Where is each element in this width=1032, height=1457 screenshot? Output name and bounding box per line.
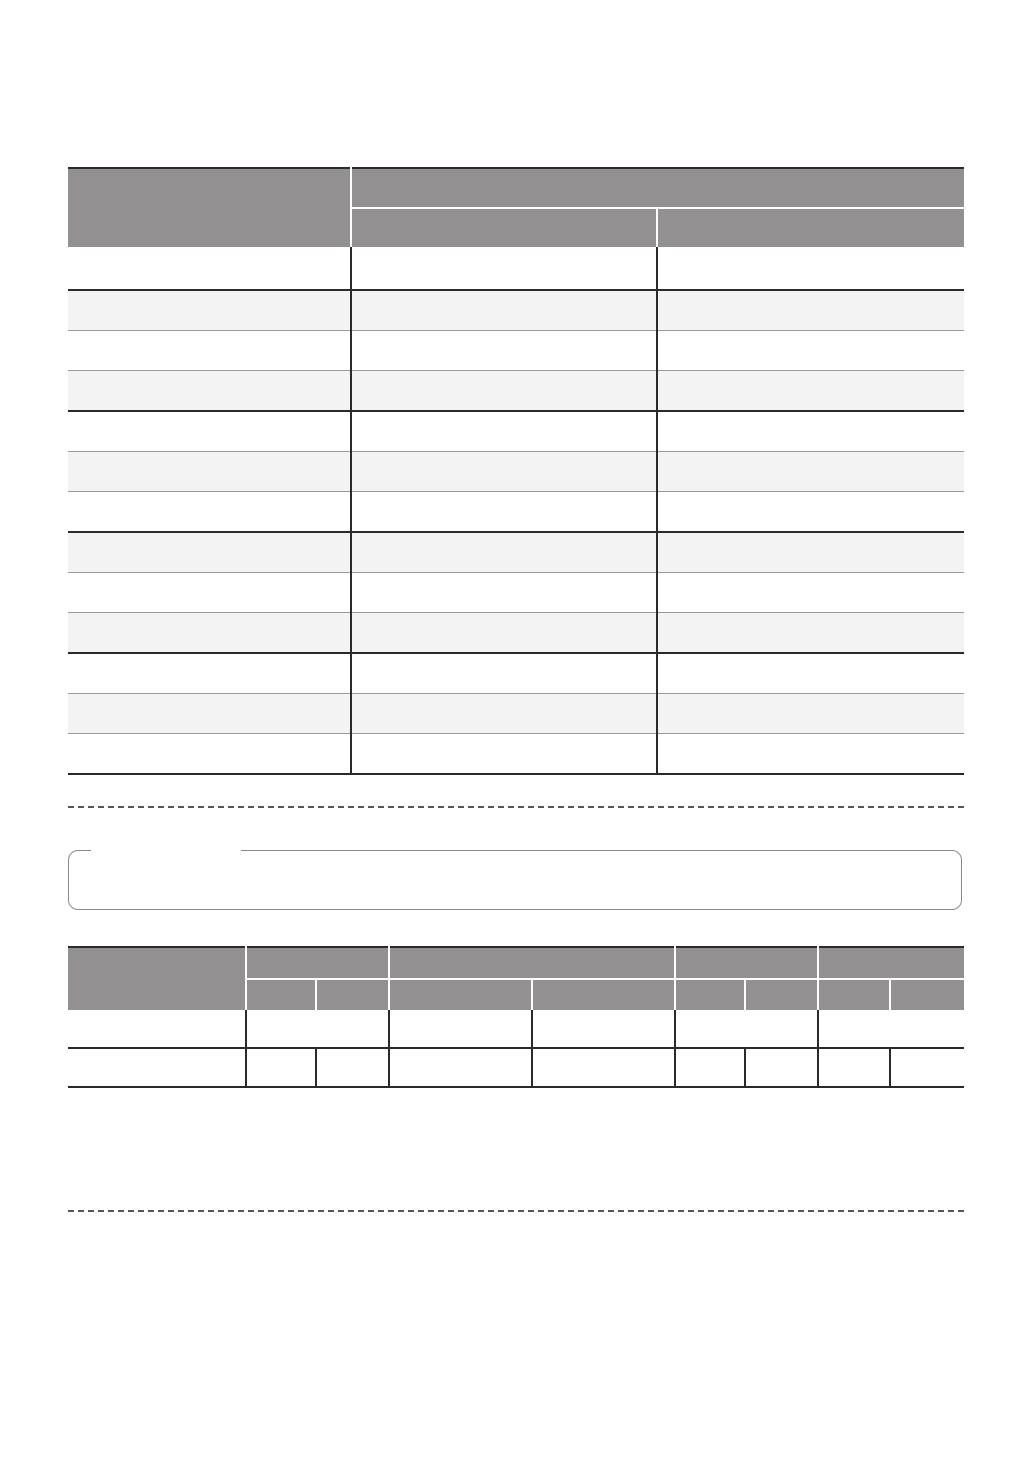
- table-row: [68, 653, 964, 694]
- row-label: [68, 1048, 246, 1087]
- row-header-cell: [68, 168, 351, 247]
- row-label: [68, 492, 351, 533]
- group-header-cell: [675, 947, 818, 979]
- row-value: [890, 1048, 964, 1087]
- section-divider: [68, 806, 964, 808]
- row-value: [532, 1048, 675, 1087]
- row-value: [532, 1010, 675, 1048]
- row-label: [68, 290, 351, 331]
- row-value: [351, 331, 657, 371]
- row-value: [246, 1010, 389, 1048]
- table-row: [68, 452, 964, 492]
- row-value: [316, 1048, 389, 1087]
- row-value: [351, 694, 657, 734]
- row-label: [68, 613, 351, 654]
- row-value: [657, 532, 964, 573]
- table-row: [68, 613, 964, 654]
- row-label: [68, 653, 351, 694]
- sub-header-cell: [675, 979, 745, 1010]
- row-value: [351, 371, 657, 412]
- row-value: [657, 573, 964, 613]
- row-label: [68, 452, 351, 492]
- comparison-table: [68, 946, 964, 1088]
- row-label: [68, 411, 351, 452]
- row-value: [351, 290, 657, 331]
- group-header-cell: [246, 947, 389, 979]
- row-value: [657, 290, 964, 331]
- table-row: [68, 694, 964, 734]
- row-value: [351, 532, 657, 573]
- group-header-cell: [351, 168, 964, 208]
- table-row: [68, 1048, 964, 1087]
- row-value: [657, 452, 964, 492]
- sub-header-cell: [246, 979, 316, 1010]
- sub-header-cell: [745, 979, 818, 1010]
- row-value: [657, 411, 964, 452]
- table-row: [68, 371, 964, 412]
- row-label: [68, 734, 351, 775]
- table-row: [68, 1010, 964, 1048]
- sub-header-cell: [351, 208, 657, 247]
- row-label: [68, 371, 351, 412]
- row-value: [351, 573, 657, 613]
- group-header-cell: [389, 947, 675, 979]
- group-header-cell: [818, 947, 964, 979]
- sub-header-cell: [890, 979, 964, 1010]
- row-value: [657, 613, 964, 654]
- row-value: [657, 734, 964, 775]
- table-row: [68, 331, 964, 371]
- row-value: [351, 613, 657, 654]
- row-label: [68, 247, 351, 290]
- row-value: [657, 694, 964, 734]
- row-value: [657, 371, 964, 412]
- table-row: [68, 532, 964, 573]
- table-row: [68, 411, 964, 452]
- sub-header-cell: [389, 979, 532, 1010]
- note-title: [91, 848, 241, 854]
- row-value: [818, 1010, 964, 1048]
- row-value: [818, 1048, 890, 1087]
- table-row: [68, 492, 964, 533]
- sub-header-cell: [316, 979, 389, 1010]
- sub-header-cell: [657, 208, 964, 247]
- table-row: [68, 734, 964, 775]
- row-value: [351, 492, 657, 533]
- row-label: [68, 573, 351, 613]
- row-value: [745, 1048, 818, 1087]
- table-row: [68, 290, 964, 331]
- row-value: [351, 247, 657, 290]
- row-value: [351, 452, 657, 492]
- row-value: [657, 492, 964, 533]
- row-value: [351, 411, 657, 452]
- row-value: [675, 1010, 818, 1048]
- sub-header-cell: [532, 979, 675, 1010]
- row-value: [657, 653, 964, 694]
- sub-header-cell: [818, 979, 890, 1010]
- note-box: [68, 850, 962, 910]
- row-value: [389, 1010, 532, 1048]
- spec-table: [68, 167, 964, 775]
- section-divider: [68, 1210, 964, 1212]
- row-label: [68, 532, 351, 573]
- row-label: [68, 1010, 246, 1048]
- row-label: [68, 694, 351, 734]
- row-value: [246, 1048, 316, 1087]
- row-value: [389, 1048, 532, 1087]
- row-value: [351, 653, 657, 694]
- row-value: [657, 331, 964, 371]
- table-row: [68, 247, 964, 290]
- row-value: [657, 247, 964, 290]
- table-row: [68, 573, 964, 613]
- row-value: [351, 734, 657, 775]
- row-value: [675, 1048, 745, 1087]
- row-label: [68, 331, 351, 371]
- row-header-cell: [68, 947, 246, 1010]
